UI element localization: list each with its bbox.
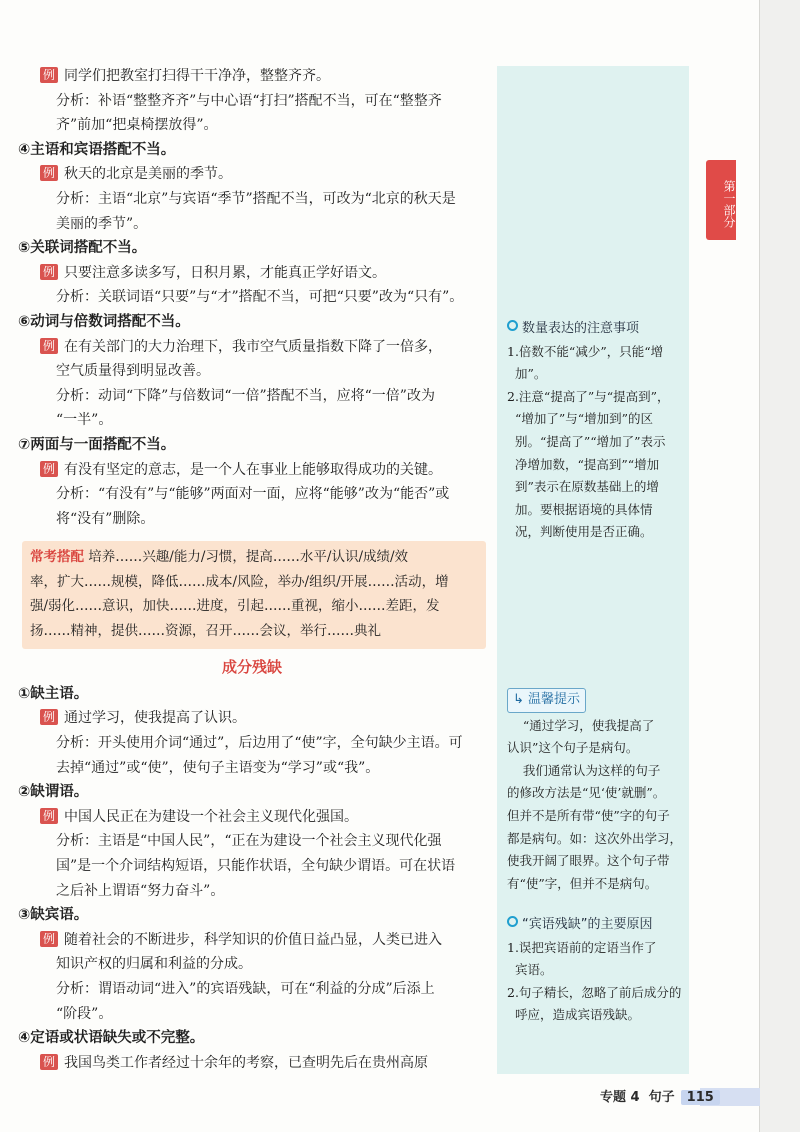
analysis-line [18, 285, 486, 310]
group-4 [18, 162, 486, 236]
collocation-line: 率，扩大……规模，降低……成本/风险，举办/组织/开展……活动，增 [30, 573, 449, 590]
note-body [507, 937, 687, 1027]
analysis-line [18, 113, 486, 138]
heading-6: ⑥动词与倍数词搭配不当。 [18, 313, 190, 330]
line-text: 国”是一个介词结构短语，只能作状语，全句缺少谓语。可在状语 [56, 858, 456, 875]
main-content [18, 64, 486, 1075]
collocation-line: 培养……兴趣/能力/习惯，提高……水平/认识/成绩/效 [88, 549, 409, 566]
footer-chapter: 句子 [648, 1090, 675, 1105]
line-text: 分析：关联词语“只要”与“才”搭配不当，可把“只要”改为“只有”。 [56, 289, 464, 306]
heading-d: ④定语或状语缺失或不完整。 [18, 1030, 205, 1047]
collocation-line: 强/弱化……意识，加快……进度，引起……重视，缩小……差距，发 [30, 598, 440, 615]
line-text: 之后补上谓语“努力奋斗”。 [56, 882, 225, 899]
analysis-line [18, 507, 486, 532]
note-line: 认识”这个句子是病句。 [507, 740, 639, 756]
note-line: 到”表示在原数基础上的增 [507, 479, 659, 495]
analysis-line [18, 731, 486, 756]
line-text: 有没有坚定的意志，是一个人在事业上能够取得成功的关键。 [64, 461, 443, 478]
line-text: 中国人民正在为建设一个社会主义现代化强国。 [64, 808, 359, 825]
line-text: 分析：开头使用介词“通过”，后边用了“使”字，全句缺少主语。可 [56, 735, 463, 752]
page-number: 115 [681, 1090, 720, 1105]
heading-a: ①缺主语。 [18, 685, 89, 702]
line-text: 将“没有”删除。 [56, 510, 155, 527]
collocation-box [22, 541, 486, 649]
tip-body [507, 715, 687, 896]
group-a [18, 706, 486, 780]
analysis-line [18, 359, 486, 384]
example-tag: 例 [40, 1054, 58, 1070]
note-line: “增加了”与“增加到”的区 [507, 411, 654, 427]
note-line: 的修改方法是“见‘使’就删”。 [507, 785, 666, 801]
analysis-line [18, 384, 486, 409]
note-quantity [507, 318, 687, 544]
line-text: 我国鸟类工作者经过十余年的考察，已查明先后在贵州高原 [64, 1054, 429, 1071]
collocation-line: 扬……精神，提供……资源，召开……会议，举行……典礼 [30, 622, 381, 639]
part-tab[interactable]: 第一部分 [706, 160, 736, 240]
section-title: 成分残缺 [221, 658, 282, 677]
tip-label-text: 温馨提示 [528, 692, 581, 707]
tip-label [507, 688, 586, 713]
line-text: 通过学习，使我提高了认识。 [64, 710, 247, 727]
example-line [18, 1051, 486, 1076]
line-text: 分析：动词“下降”与倍数词“一倍”搭配不当，应将“一倍”改为 [56, 387, 435, 404]
example-line [18, 261, 486, 286]
note-line: 别。“提高了”“增加了”表示 [507, 433, 666, 449]
group-d [18, 1051, 486, 1076]
example-tag: 例 [40, 808, 58, 824]
note-line: 1.倍数不能“减少”，只能“增 [507, 343, 664, 359]
bullet-icon [507, 320, 518, 331]
analysis-line [18, 187, 486, 212]
note-line: 宾语。 [507, 962, 553, 978]
collocation-label: 常考搭配 [30, 549, 84, 566]
note-line: 1.误把宾语前的定语当作了 [507, 939, 657, 955]
example-tag: 例 [40, 931, 58, 947]
analysis-line [18, 482, 486, 507]
example-line [18, 162, 486, 187]
line-text: “一半”。 [56, 412, 113, 429]
note-line: 加。要根据语境的具体情 [507, 501, 653, 517]
note-line: 我们通常认为这样的句子 [507, 762, 661, 778]
example-line [18, 335, 486, 360]
analysis-line [18, 879, 486, 904]
line-text: “阶段”。 [56, 1005, 113, 1022]
line-text: 秋天的北京是美丽的季节。 [64, 166, 233, 183]
bullet-icon [507, 916, 518, 927]
line-text: 美丽的季节”。 [56, 215, 148, 232]
line-text: 去掉“通过”或“使”，使句子主语变为“学习”或“我”。 [56, 759, 380, 776]
line-text: 随着社会的不断进步，科学知识的价值日益凸显，人类已进入 [64, 931, 443, 948]
note-line: 都是病句。如：这次外出学习， [507, 830, 683, 846]
note-line: 2.句子精长，忽略了前后成分的 [507, 984, 682, 1000]
analysis-line [18, 89, 486, 114]
heading-4: ④主语和宾语搭配不当。 [18, 141, 176, 158]
analysis-line [18, 408, 486, 433]
line-text: 分析：主语“北京”与宾语“季节”搭配不当，可改为“北京的秋天是 [56, 190, 456, 207]
note-line: 使我开阔了眼界。这个句子带 [507, 853, 670, 869]
example-line [18, 928, 486, 953]
example-line [18, 805, 486, 830]
analysis-line [18, 854, 486, 879]
line-text: 分析：补语“整整齐齐”与中心语“打扫”搭配不当，可在“整整齐 [56, 92, 442, 109]
heading-b: ②缺谓语。 [18, 784, 89, 801]
group-5 [18, 261, 486, 310]
line-text: 分析：“有没有”与“能够”两面对一面，应将“能够”改为“能否”或 [56, 486, 450, 503]
analysis-line [18, 756, 486, 781]
note-line: 2.注意“提高了”与“提高到”， [507, 388, 670, 404]
page-edge [759, 0, 800, 1132]
example-line [18, 64, 486, 89]
note-object [507, 914, 687, 1027]
example-tag: 例 [40, 461, 58, 477]
group-6 [18, 335, 486, 433]
example-tag: 例 [40, 264, 58, 280]
note-line: 况，判断使用是否正确。 [507, 524, 653, 540]
analysis-line [18, 952, 486, 977]
group-c [18, 928, 486, 1026]
group-7 [18, 458, 486, 532]
group-1 [18, 64, 486, 138]
note-title: “宾语残缺”的主要原因 [522, 917, 653, 932]
example-tag: 例 [40, 338, 58, 354]
example-tag: 例 [40, 165, 58, 181]
note-line: 呼应，造成宾语残缺。 [507, 1007, 640, 1023]
footer [600, 1086, 720, 1105]
tip-block [507, 688, 687, 895]
footer-topic: 专题 4 [600, 1090, 640, 1105]
line-text: 分析：主语是“中国人民”，“正在为建设一个社会主义现代化强 [56, 833, 442, 850]
line-text: 空气质量得到明显改善。 [56, 363, 210, 380]
example-line [18, 458, 486, 483]
note-line: 有“使”字，但并不是病句。 [507, 875, 658, 891]
analysis-line [18, 212, 486, 237]
heading-7: ⑦两面与一面搭配不当。 [18, 436, 176, 453]
line-text: 齐”前加“把桌椅摆放得”。 [56, 117, 218, 134]
example-tag: 例 [40, 67, 58, 83]
example-tag: 例 [40, 709, 58, 725]
note-title: 数量表达的注意事项 [522, 321, 640, 336]
note-line: “通过学习，使我提高了 [507, 717, 655, 733]
heading-5: ⑤关联词搭配不当。 [18, 240, 147, 257]
note-line: 净增加数，“提高到”“增加 [507, 456, 660, 472]
note-line: 加”。 [507, 366, 547, 382]
analysis-line [18, 977, 486, 1002]
line-text: 同学们把教室打扫得干干净净，整整齐齐。 [64, 68, 331, 84]
example-line [18, 706, 486, 731]
analysis-line [18, 1002, 486, 1027]
note-body [507, 341, 687, 544]
note-line: 但并不是所有带“使”字的句子 [507, 807, 670, 823]
line-text: 分析：谓语动词“进入”的宾语残缺，可在“利益的分成”后添上 [56, 981, 435, 997]
group-b [18, 805, 486, 903]
line-text: 在有关部门的大力治理下，我市空气质量指数下降了一倍多， [64, 338, 443, 355]
line-text: 知识产权的归属和利益的分成。 [56, 956, 252, 973]
analysis-line [18, 829, 486, 854]
line-text: 只要注意多读多写，日积月累，才能真正学好语文。 [64, 264, 387, 281]
heading-c: ③缺宾语。 [18, 907, 89, 924]
tip-icon: ↳ [513, 692, 524, 707]
